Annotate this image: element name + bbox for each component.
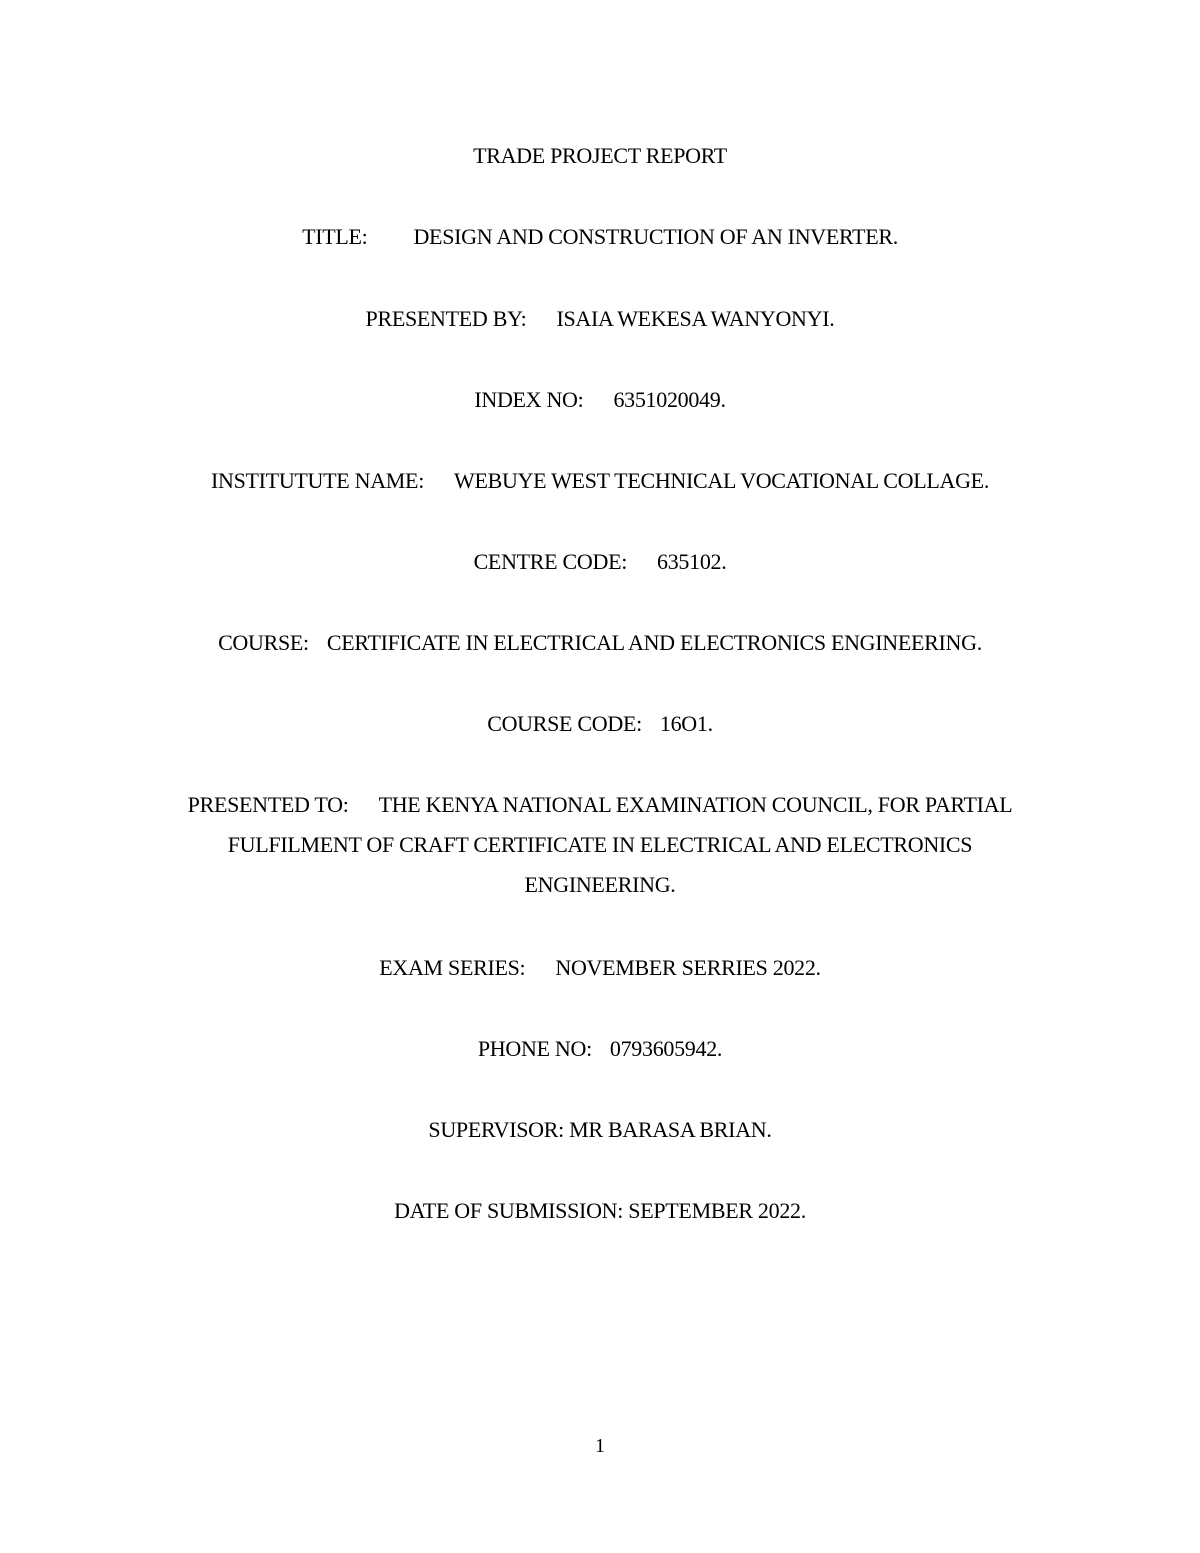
presented-to-label: PRESENTED TO:: [187, 792, 349, 817]
phone-line: [0, 1034, 1200, 1064]
page-number: 1: [595, 1435, 605, 1457]
centre-code-value: 635102.: [657, 549, 727, 574]
supervisor-label: SUPERVISOR:: [428, 1117, 564, 1142]
title-value: DESIGN AND CONSTRUCTION OF AN INVERTER.: [413, 224, 898, 249]
phone-label: PHONE NO:: [477, 1036, 592, 1061]
index-line: [0, 385, 1200, 415]
course-label: COURSE:: [218, 630, 309, 655]
course-code-label: COURSE CODE:: [487, 711, 642, 736]
report-heading: [0, 141, 1200, 171]
institute-value: WEBUYE WEST TECHNICAL VOCATIONAL COLLAGE.: [454, 468, 990, 493]
supervisor-line: [0, 1115, 1200, 1145]
course-line: [0, 628, 1200, 658]
presented-to-paragraph: [160, 785, 1040, 905]
presented-to-value: THE KENYA NATIONAL EXAMINATION COUNCIL, FOR PARTIAL FULFILMENT OF CRAFT CERTIFICATE IN ELECTRICAL AND ELECTRONICS ENGINEERING.: [227, 792, 1013, 897]
centre-code-line: [0, 547, 1200, 577]
exam-series-value: NOVEMBER SERRIES 2022.: [555, 955, 821, 980]
index-label: INDEX NO:: [474, 387, 584, 412]
course-code-value: 16O1.: [659, 711, 713, 736]
presented-by-label: PRESENTED BY:: [365, 306, 527, 331]
supervisor-value: MR BARASA BRIAN.: [569, 1117, 772, 1142]
institute-label: INSTITUTUTE NAME:: [210, 468, 424, 493]
submission-label: DATE OF SUBMISSION:: [394, 1198, 624, 1223]
course-value: CERTIFICATE IN ELECTRICAL AND ELECTRONICS ENGINEERING.: [326, 630, 982, 655]
submission-value: SEPTEMBER 2022.: [628, 1198, 806, 1223]
exam-series-line: [0, 953, 1200, 983]
centre-code-label: CENTRE CODE:: [473, 549, 628, 574]
phone-value: 0793605942.: [609, 1036, 723, 1061]
course-code-line: [0, 709, 1200, 739]
index-value: 6351020049.: [613, 387, 726, 412]
presented-by-value: ISAIA WEKESA WANYONYI.: [556, 306, 835, 331]
title-label: TITLE:: [302, 224, 368, 249]
report-heading-text: TRADE PROJECT REPORT: [473, 143, 727, 168]
exam-series-label: EXAM SERIES:: [379, 955, 526, 980]
presented-by-line: [0, 304, 1200, 334]
institute-line: [0, 466, 1200, 496]
submission-date-line: [0, 1196, 1200, 1226]
title-line: [0, 222, 1200, 252]
